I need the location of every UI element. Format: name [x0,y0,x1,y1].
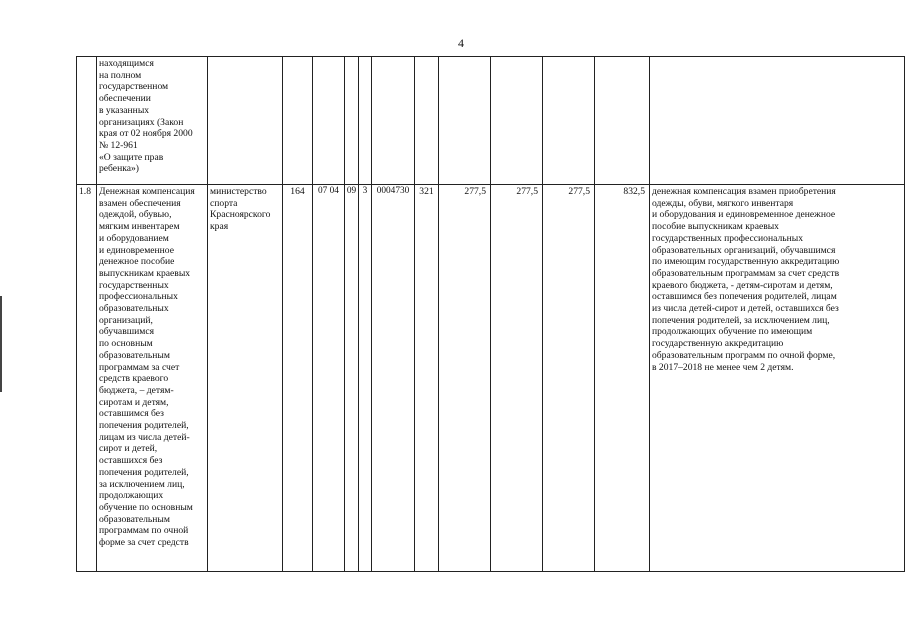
target-article-code-cell [372,57,415,185]
amount-year-2-cell [491,57,543,185]
subprogram-code-cell [359,57,372,185]
row-number-cell: 1.8 [77,185,97,572]
measure-description-cell: Денежная компенсация взамен обеспечения одеждой, обувью, мягким инвентарем и оборудованием и единовременное денежное пособие выпускникам краевых государственных профессиональных образовательных организаций, обучавшимся по основным образовательным программам за счет средств краевого бюджета, – детям- сиротам и детям, оставшимся без попечения родителей, лицам из числа детей- сирот и детей, оставшихся без попечения родителей, за исключением лиц, продолжающих обучение по основным образовательным программам по очной форме за счет средств [97,185,208,572]
ministry-cell [208,57,283,185]
grbs-code-cell [283,57,313,185]
amount-year-2-cell: 277,5 [491,185,543,572]
amount-year-1-cell [439,57,491,185]
amount-year-1-cell: 277,5 [439,185,491,572]
expected-result-cell: денежная компенсация взамен приобретения одежды, обуви, мягкого инвентаря и оборудования и единовременное денежное пособие выпускникам краевых государственных профессиональных образовательных организаций, обучавшимся по имеющим государственную аккредитацию образовательным программам за счет средств краевого бюджета, - детям-сиротам и детям, оставшимся без попечения родителей, лицам из числа детей-сирот и детей, оставшихся без попечения родителей, за исключением лиц, продолжающих обучение по имеющим государственную аккредитацию образовательным программ по очной форме, в 2017–2018 не менее чем 2 детям. [650,185,905,572]
target-article-code-cell: 0004730 [372,185,415,572]
ministry-cell: министерство спорта Красноярского края [208,185,283,572]
table-row [77,57,905,185]
expected-result-cell [650,57,905,185]
rzpr-code-cell: 07 04 [313,185,345,572]
table-row [77,185,905,572]
expense-type-code-cell: 321 [415,185,439,572]
grbs-code-cell: 164 [283,185,313,572]
subprogram-code-cell: 3 [359,185,372,572]
budget-measures-table [76,56,905,572]
expense-type-code-cell [415,57,439,185]
scan-edge-mark [0,296,2,392]
amount-year-3-cell: 277,5 [543,185,595,572]
row-number-cell [77,57,97,185]
program-code-cell: 09 [345,185,359,572]
rzpr-code-cell [313,57,345,185]
amount-total-cell [595,57,650,185]
amount-year-3-cell [543,57,595,185]
program-code-cell [345,57,359,185]
measure-description-cell: находящимся на полном государственном обеспечении в указанных организациях (Закон края от 02 ноября 2000 № 12-961 «О защите прав ребенка») [97,57,208,185]
amount-total-cell: 832,5 [595,185,650,572]
page-number: 4 [458,36,464,50]
